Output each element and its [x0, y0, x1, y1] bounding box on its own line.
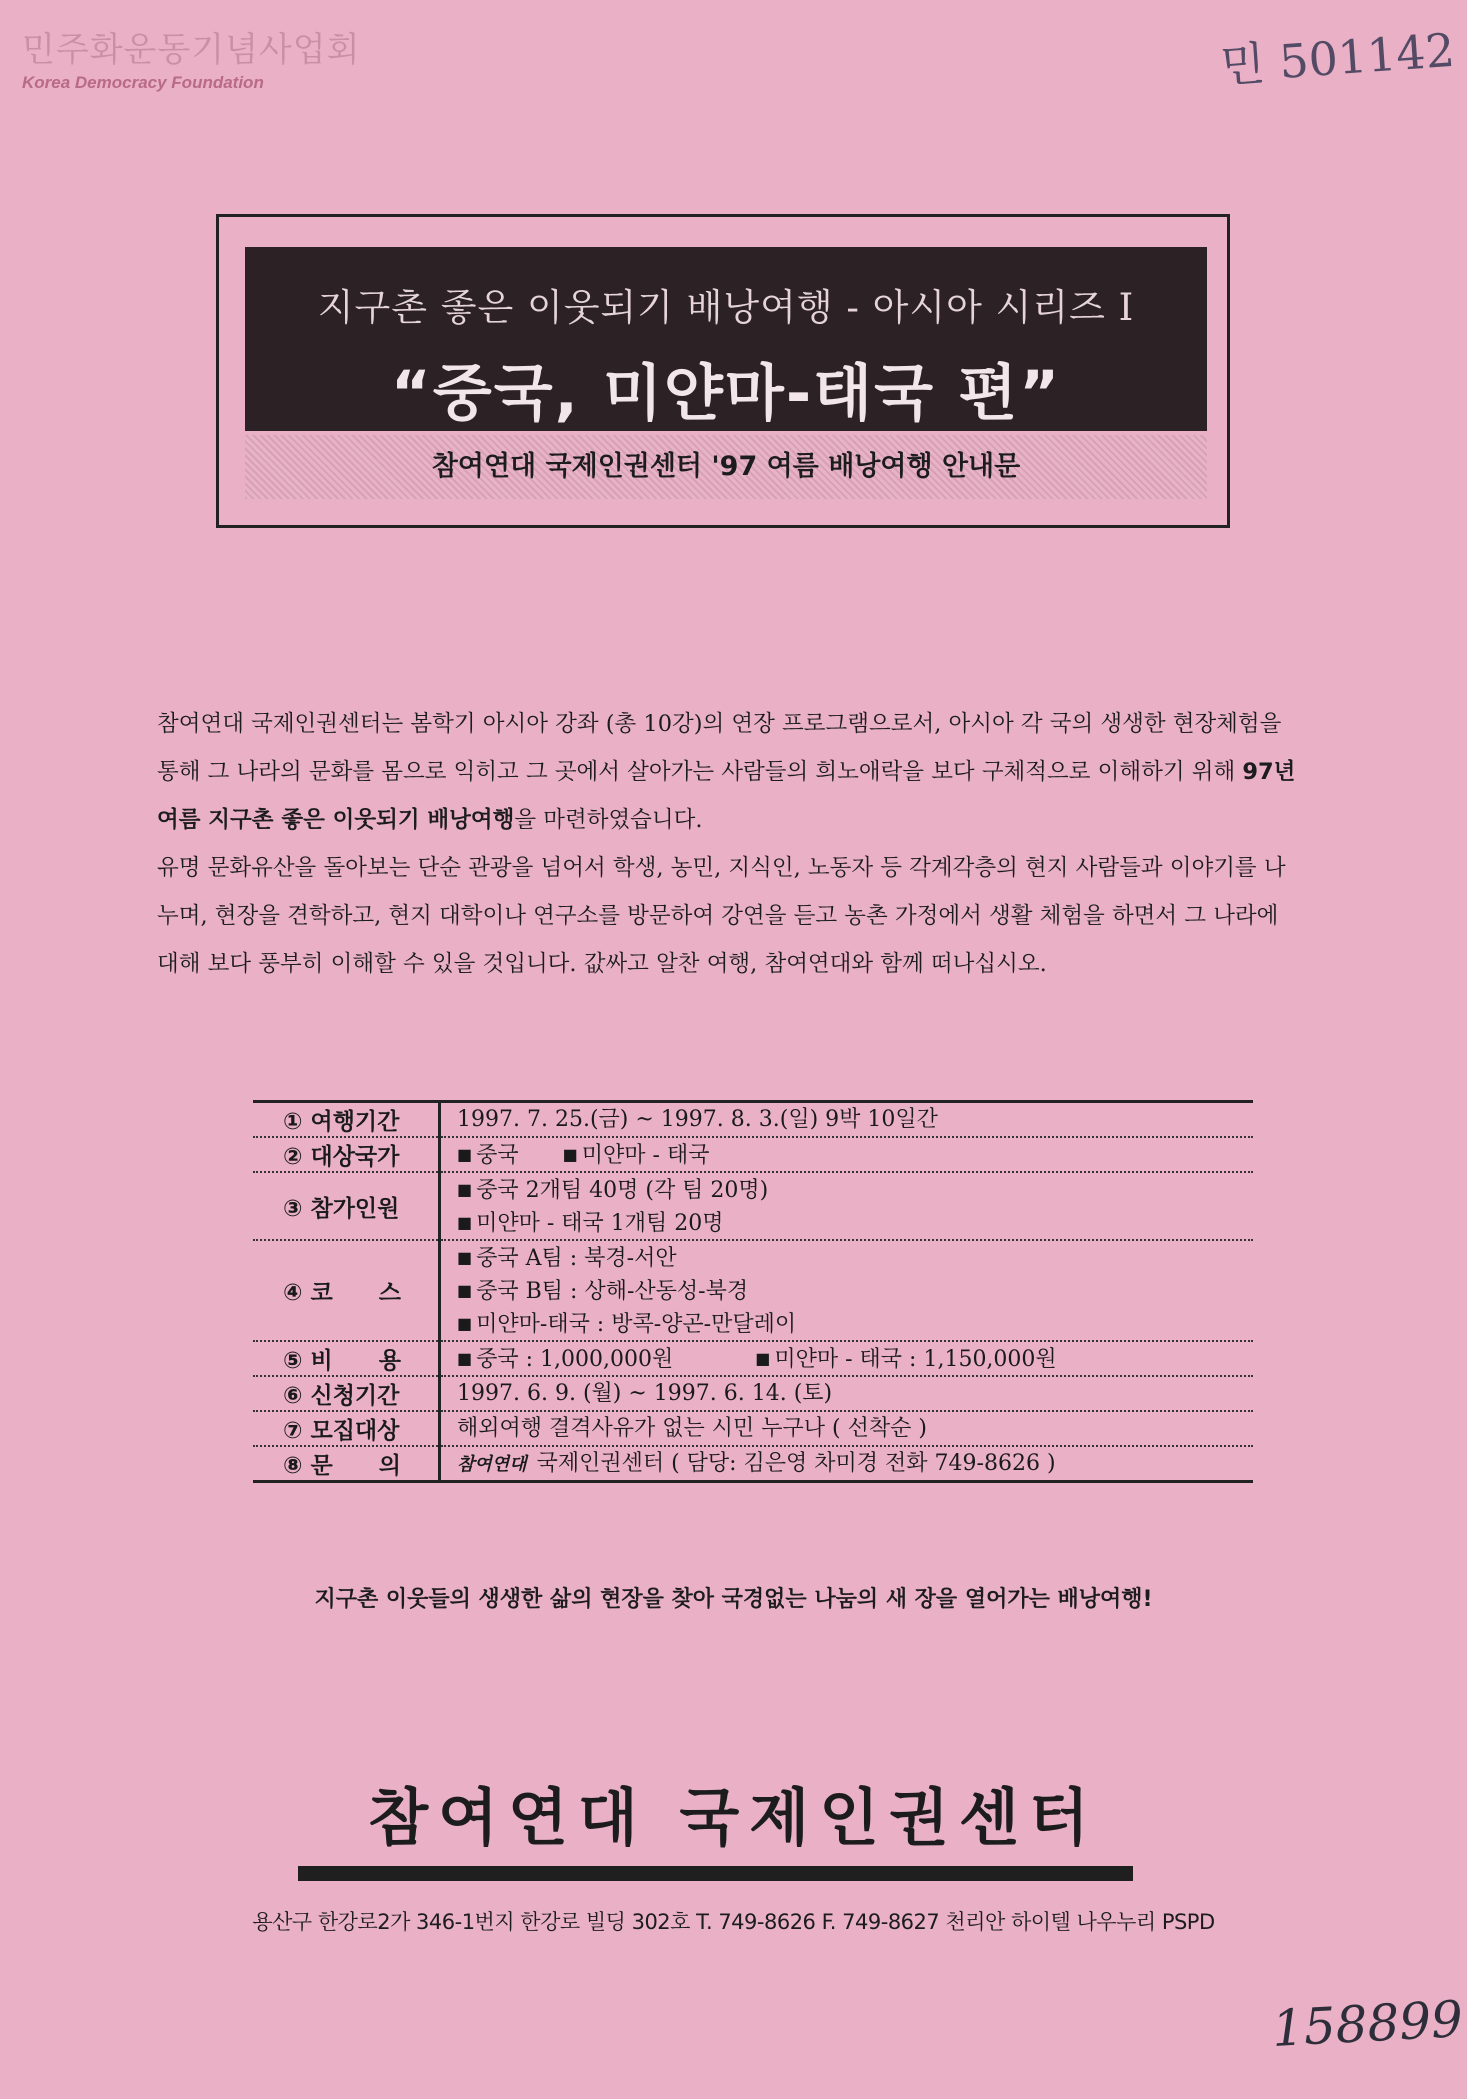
square-bullet-icon: ■ — [457, 1145, 473, 1164]
square-bullet-icon: ■ — [457, 1248, 473, 1267]
watermark — [22, 22, 360, 93]
label-participants: ③ 참가인원 — [253, 1172, 440, 1240]
participants-item: 중국 2개팀 40명 (각 팀 20명) — [476, 1178, 769, 1203]
intro-paragraph-1 — [157, 700, 1297, 844]
label-countries: ② 대상국가 — [253, 1137, 440, 1172]
label-cost: ⑤ 비 용 — [253, 1341, 440, 1376]
value-cost — [440, 1341, 1254, 1376]
table-row-participants — [253, 1172, 1253, 1240]
square-bullet-icon: ■ — [457, 1180, 473, 1199]
country-item: 미얀마 - 태국 — [581, 1143, 710, 1168]
square-bullet-icon: ■ — [457, 1281, 473, 1300]
label-contact: ⑧ 문 의 — [253, 1446, 440, 1482]
value-course — [440, 1240, 1254, 1341]
handwritten-archive-number: 민 501142 — [1218, 22, 1457, 94]
square-bullet-icon: ■ — [457, 1314, 473, 1333]
value-target — [440, 1411, 1254, 1446]
period-text: 1997. 7. 25.(금) ~ 1997. 8. 3.(일) 9박 10일간 — [457, 1107, 938, 1132]
table-row-target — [253, 1411, 1253, 1446]
table-row-contact — [253, 1446, 1253, 1482]
participants-item: 미얀마 - 태국 1개팀 20명 — [476, 1211, 724, 1236]
cost-item: 중국 : 1,000,000원 — [476, 1347, 674, 1372]
intro-emphasis: 97년 여름 지구촌 좋은 이웃되기 배낭여행 — [157, 759, 1296, 833]
value-participants — [440, 1172, 1254, 1240]
table-row-course — [253, 1240, 1253, 1341]
label-apply: ⑥ 신청기간 — [253, 1376, 440, 1411]
footer-rule — [298, 1866, 1133, 1881]
square-bullet-icon: ■ — [457, 1349, 473, 1368]
label-target: ⑦ 모집대상 — [253, 1411, 440, 1446]
value-countries — [440, 1137, 1254, 1172]
square-bullet-icon: ■ — [457, 1213, 473, 1232]
title-box — [216, 214, 1230, 528]
value-apply — [440, 1376, 1254, 1411]
square-bullet-icon: ■ — [562, 1145, 578, 1164]
target-text: 해외여행 결격사유가 없는 시민 누구나 ( 선착순 ) — [457, 1416, 927, 1441]
intro-text-part: 을 마련하였습니다. — [514, 807, 703, 833]
title-band — [245, 247, 1207, 431]
pspd-logo-mark: 참여연대 — [457, 1454, 527, 1475]
value-contact — [440, 1446, 1254, 1482]
cost-item: 미얀마 - 태국 : 1,150,000원 — [774, 1347, 1057, 1372]
label-course: ④ 코 스 — [253, 1240, 440, 1341]
table-row-apply — [253, 1376, 1253, 1411]
country-item: 중국 — [476, 1143, 519, 1168]
info-table — [253, 1100, 1253, 1483]
subtitle-band — [245, 435, 1207, 499]
series-title: 지구촌 좋은 이웃되기 배낭여행 - 아시아 시리즈 Ⅰ — [317, 286, 1135, 329]
apply-text: 1997. 6. 9. (월) ~ 1997. 6. 14. (토) — [457, 1381, 833, 1406]
address: 용산구 한강로2가 346-1번지 한강로 빌딩 302호 T. 749-8626 F. 749-8627 천리안 하이텔 나우누리 PSPD — [252, 1910, 1215, 1934]
value-period — [440, 1102, 1254, 1138]
subtitle: 참여연대 국제인권센터 '97 여름 배낭여행 안내문 — [431, 451, 1021, 482]
course-item: 중국 A팀 : 북경-서안 — [476, 1246, 677, 1271]
contact-text: 국제인권센터 ( 담당: 김은영 차미경 전화 749-8626 ) — [536, 1451, 1056, 1476]
watermark-english: Korea Democracy Foundation — [22, 73, 264, 92]
table-row-period — [253, 1102, 1253, 1138]
watermark-korean: 민주화운동기념사업회 — [22, 30, 361, 70]
handwritten-document-number: 158899 — [1270, 1990, 1465, 2058]
table-row-countries — [253, 1137, 1253, 1172]
intro-text — [157, 700, 1297, 988]
course-item: 미얀마-태국 : 방콕-양곤-만달레이 — [476, 1312, 797, 1337]
table-row-cost — [253, 1341, 1253, 1376]
intro-text-part: 참여연대 국제인권센터는 봄학기 아시아 강좌 (총 10강)의 연장 프로그램으로서, 아시아 각 국의 생생한 현장체험을 통해 그 나라의 문화를 몸으로 익히고 그 곳에서 살아가는 사람들의 희노애락을 보다 구체적으로 이해하기 위해 — [157, 711, 1282, 785]
organization-name: 참여연대 국제인권센터 — [368, 1781, 1099, 1854]
label-period: ① 여행기간 — [253, 1102, 440, 1138]
tagline: 지구촌 이웃들의 생생한 삶의 현장을 찾아 국경없는 나눔의 새 장을 열어가는 배낭여행! — [314, 1587, 1153, 1612]
course-item: 중국 B팀 : 상해-산동성-북경 — [476, 1279, 749, 1304]
square-bullet-icon: ■ — [755, 1349, 771, 1368]
main-title: “중국, 미얀마-태국 편” — [390, 358, 1062, 429]
intro-paragraph-2: 유명 문화유산을 돌아보는 단순 관광을 넘어서 학생, 농민, 지식인, 노동자 등 각계각층의 현지 사람들과 이야기를 나누며, 현장을 견학하고, 현지 대학이나 연구소를 방문하여 강연을 듣고 농촌 가정에서 생활 체험을 하면서 그 나라에 대해 보다 풍부히 이해할 수 있을 것입니다. 값싸고 알찬 여행, 참여연대와 함께 떠나십시오. — [157, 855, 1286, 977]
